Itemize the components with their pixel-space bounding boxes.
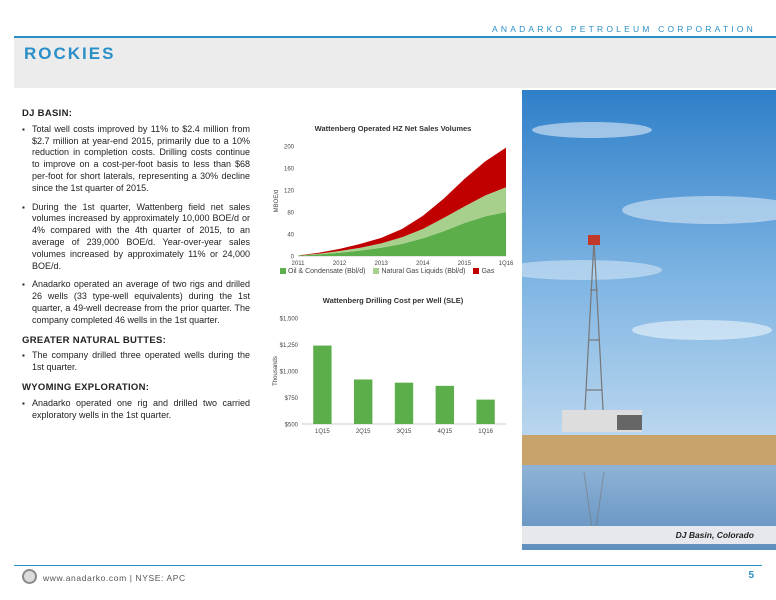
footer-divider [14, 565, 762, 566]
bar-3q15 [395, 383, 413, 424]
rig-photo [522, 90, 776, 550]
photo-caption: DJ Basin, Colorado [675, 530, 754, 540]
x-tick-label: 2011 [291, 261, 305, 267]
y-tick-label: 80 [287, 210, 294, 217]
drilling-cost-plot [268, 310, 518, 444]
x-tick-label: 1Q15 [315, 429, 330, 435]
x-tick-label: 4Q15 [437, 429, 453, 435]
y-axis-label: Thousands [273, 356, 279, 386]
bar-2q15 [354, 379, 372, 424]
text-column [22, 108, 250, 428]
chart-legend [280, 268, 520, 275]
bar-1q16 [476, 400, 494, 424]
y-tick-label: $750 [284, 396, 298, 402]
y-tick-label: $1,000 [279, 369, 298, 376]
x-tick-label: 2Q15 [355, 429, 371, 435]
x-tick-label: 1Q16 [478, 429, 493, 435]
x-tick-label: 2013 [374, 261, 388, 267]
drilling-cost-chart [268, 296, 518, 444]
y-tick-label: 160 [283, 166, 294, 173]
y-axis-label: MBOE/d [274, 189, 280, 213]
sales-volume-chart [268, 124, 518, 284]
company-name: ANADARKO PETROLEUM CORPORATION [492, 24, 756, 34]
page-number: 5 [748, 570, 754, 581]
y-tick-label: $1,250 [279, 343, 298, 349]
y-tick-label: $1,500 [279, 316, 298, 323]
chart-title: Wattenberg Drilling Cost per Well (SLE) [322, 296, 464, 305]
page-title: ROCKIES [24, 44, 116, 63]
y-tick-label: 120 [283, 188, 294, 195]
sales-volume-plot [268, 138, 518, 278]
x-tick-label: 2014 [416, 261, 430, 267]
bar-1q15 [313, 346, 331, 424]
x-tick-label: 1Q16 [498, 261, 514, 267]
x-tick-label: 2012 [332, 261, 347, 267]
company-logo-icon [22, 569, 37, 584]
section-heading-dj-basin: DJ BASIN: [22, 108, 73, 119]
chart-title: Wattenberg Operated HZ Net Sales Volumes [314, 124, 472, 133]
legend-item-gas: Gas [473, 268, 494, 275]
legend-item-ngl: Natural Gas Liquids (Bbl/d) [373, 268, 465, 275]
legend-item-oil: Oil & Condensate (Bbl/d) [280, 268, 365, 275]
x-tick-label: 3Q15 [396, 429, 412, 435]
y-tick-label: 0 [290, 254, 294, 261]
bullet-rigs-wells: ▪ Anadarko operated an average of two rigs and drilled 26 wells (33 type-well equivalents) during the 1st quarter, a 49-well decrease from the prior quarter. The company completed 46 wells in the 1st quarter. [22, 279, 250, 326]
y-tick-label: $500 [284, 422, 298, 429]
bullet-well-costs: ▪ Total well costs improved by 11% to $2.4 million from $2.7 million at year-end 2015, primarily due to a 10% reduction in completion costs. Drilling costs continue to improve on a cost-per-foot basis to less than $68 per-foot for short laterals, representing a 30% decline since the 1st quarter of 2015. [22, 124, 250, 195]
header-band [14, 36, 776, 88]
footer-website[interactable]: www.anadarko.com | NYSE: APC [43, 573, 186, 583]
y-tick-label: 40 [287, 232, 294, 239]
bullet-gnb-wells: ▪ The company drilled three operated wells during the 1st quarter. [22, 350, 250, 374]
x-tick-label: 2015 [457, 261, 472, 267]
bar-4q15 [436, 386, 454, 424]
section-heading-greater-natural-buttes: GREATER NATURAL BUTTES: [22, 334, 167, 346]
section-heading-wyoming: WYOMING EXPLORATION: [22, 381, 150, 393]
y-tick-label: 200 [283, 144, 294, 151]
bullet-wyoming-wells: ▪ Anadarko operated one rig and drilled two carried exploratory wells in the 1st quarter. [22, 398, 250, 422]
bullet-sales-volumes: ▪ During the 1st quarter, Wattenberg field net sales volumes increased by approximately 10,000 BOE/d or 4% compared with the 4th quarter of 2015, to an average of 239,000 BOE/d. Year-over-year sales volumes increased by approximately 11% or 24,000 BOE/d. [22, 202, 250, 273]
